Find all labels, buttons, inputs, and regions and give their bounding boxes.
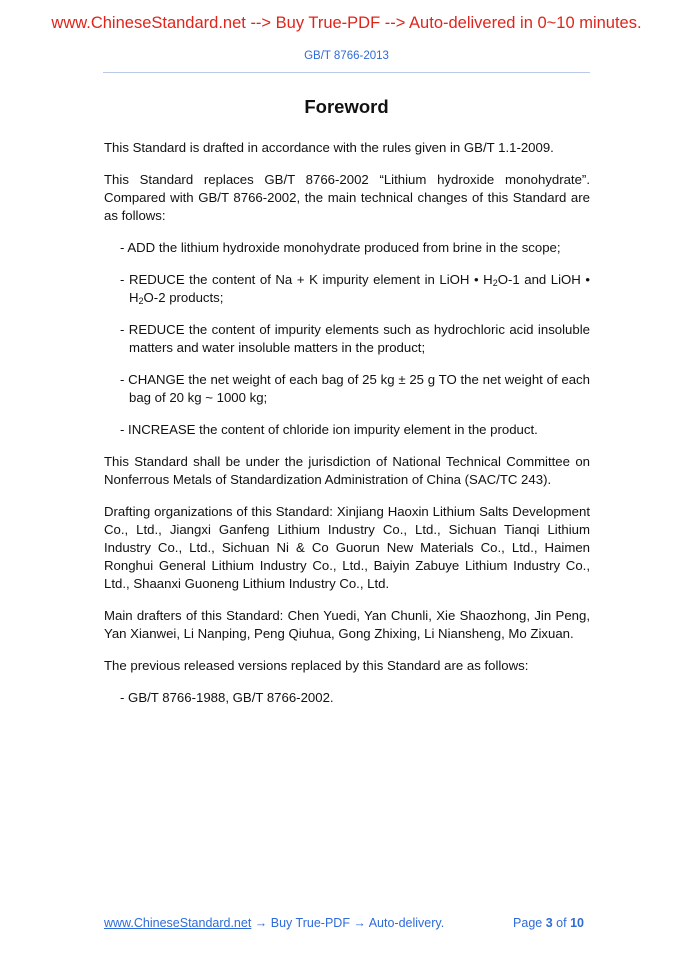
paragraph: This Standard is drafted in accordance with the rules given in GB/T 1.1-2009. <box>104 140 554 155</box>
footer-site-link[interactable]: www.ChineseStandard.net <box>104 916 252 930</box>
paragraph: This Standard replaces GB/T 8766-2002 “Lithium hydroxide monohydrate”. Compared with GB/T 8766-2002, the main technical changes of this Standard are as follows: <box>104 172 590 223</box>
paragraph: This Standard shall be under the jurisdiction of National Technical Committee on Nonferrous Metals of Standardization Administration of China (SAC/TC 243). <box>104 454 590 487</box>
change-item: - CHANGE the net weight of each bag of 25 kg ± 25 g TO the net weight of each bag of 20 kg ~ 1000 kg; <box>120 372 590 405</box>
document-body <box>104 139 590 721</box>
top-banner[interactable]: www.ChineseStandard.net --> Buy True-PDF --> Auto-delivered in 0~10 minutes. <box>51 14 642 32</box>
arrow-icon: → <box>251 916 271 930</box>
footer-links <box>104 916 444 930</box>
page-title: Foreword <box>304 96 389 117</box>
change-item: - INCREASE the content of chloride ion impurity element in the product. <box>120 422 538 437</box>
footer <box>104 916 584 930</box>
paragraph: The previous released versions replaced by this Standard are as follows: <box>104 658 529 673</box>
change-item: - REDUCE the content of impurity elements such as hydrochloric acid insoluble matters and water insoluble matters in the product; <box>120 322 590 355</box>
footer-buy-link[interactable]: Buy True-PDF <box>270 916 350 930</box>
change-item: - REDUCE the content of Na + K impurity element in LiOH • $H_2O-1$ and LiOH • $H_2O-2$ products; <box>120 272 590 306</box>
page-number: 3 <box>545 916 553 930</box>
footer-auto-delivery: Auto-delivery. <box>368 916 445 930</box>
page-indicator: Page 3 of 10 <box>513 916 584 930</box>
paragraph: Main drafters of this Standard: Chen Yuedi, Yan Chunli, Xie Shaozhong, Jin Peng, Yan Xianwei, Li Nanping, Peng Qiuhua, Gong Zhixing, Li Niansheng, Mo Zixuan. <box>104 608 590 641</box>
header-doc-code: GB/T 8766-2013 <box>304 50 389 62</box>
change-item: - ADD the lithium hydroxide monohydrate produced from brine in the scope; <box>120 240 561 255</box>
header-divider <box>103 72 590 73</box>
paragraph: Drafting organizations of this Standard: Xinjiang Haoxin Lithium Salts Development Co., Ltd., Jiangxi Ganfeng Lithium Industry Co., Ltd., Sichuan Tianqi Lithium Industry Co., Ltd., Sichuan Ni & Co Guorun New Materials Co., Ltd., Haimen Ronghui General Lithium Industry Co., Ltd., Baiyin Zabuye Lithium Industry Co., Ltd., Shaanxi Guoneng Lithium Industry Co., Ltd. <box>104 504 590 591</box>
previous-version-item: - GB/T 8766-1988, GB/T 8766-2002. <box>120 690 334 705</box>
page-total: 10 <box>570 916 584 930</box>
arrow-icon: → <box>349 916 369 930</box>
